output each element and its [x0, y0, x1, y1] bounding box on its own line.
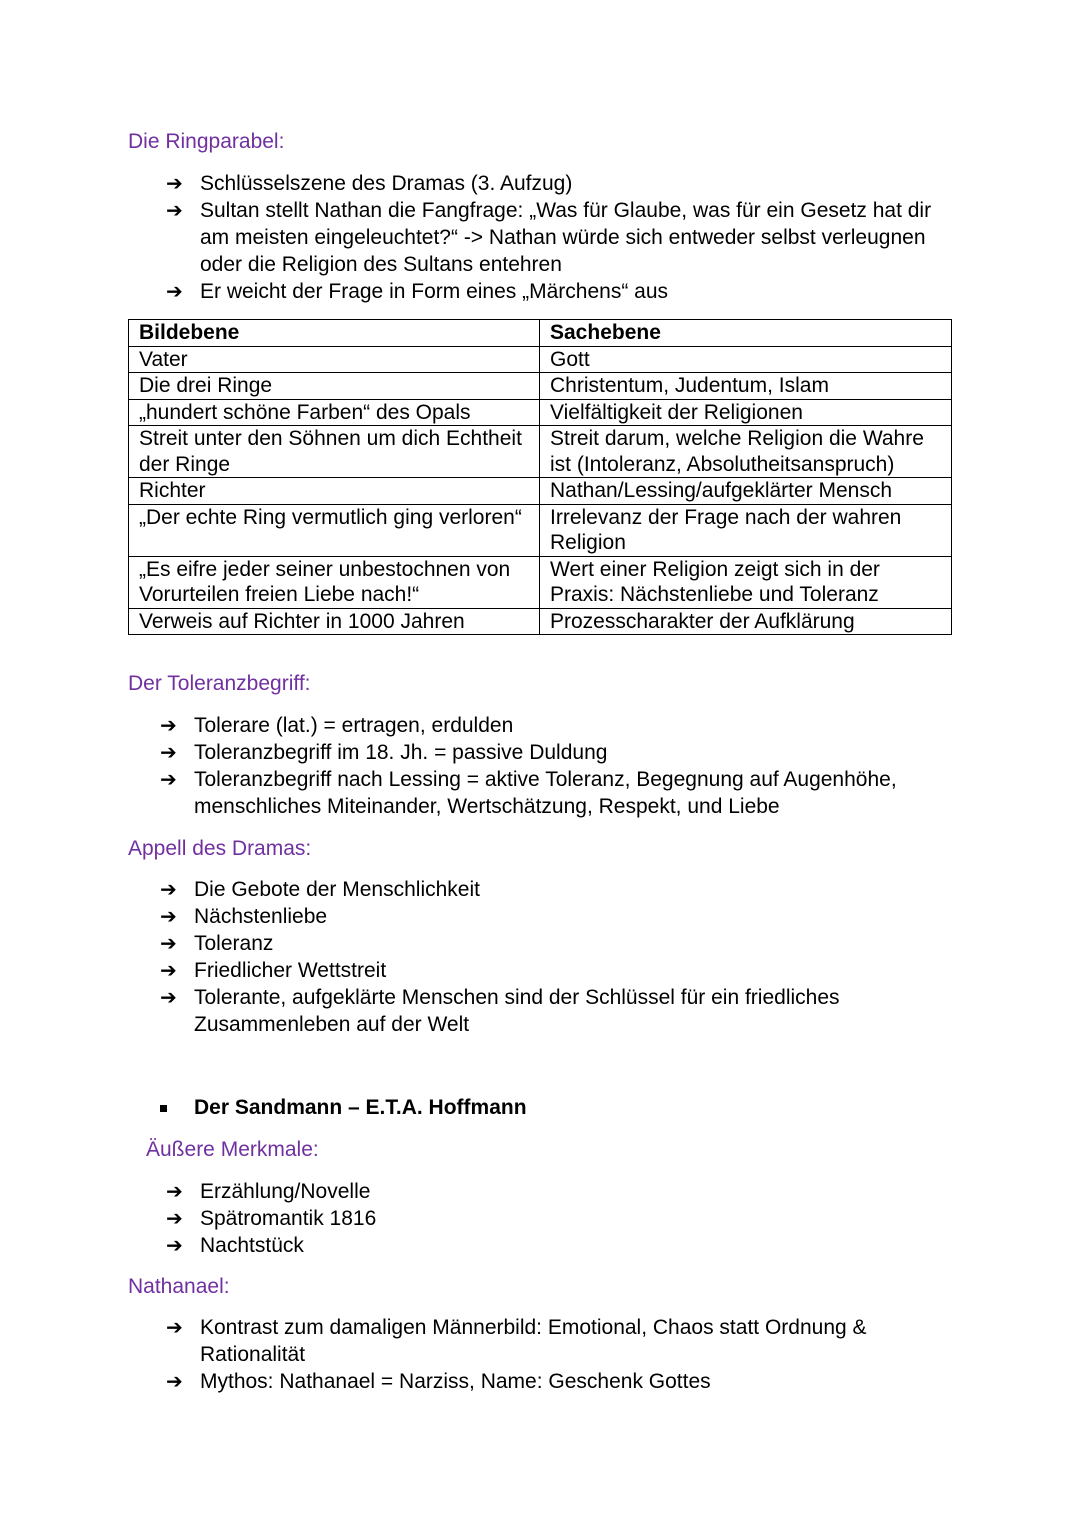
table-header-row — [129, 320, 952, 347]
arrow-right-icon: ➔ — [160, 985, 177, 1009]
heading-toleranzbegriff: Der Toleranzbegriff: — [128, 672, 311, 695]
table-cell: Nathan/Lessing/aufgeklärter Mensch — [540, 478, 952, 505]
column-header-sachebene: Sachebene — [540, 320, 952, 347]
arrow-right-icon: ➔ — [160, 740, 177, 764]
table-row — [129, 399, 952, 426]
square-bullet-icon — [160, 1105, 167, 1112]
arrow-right-icon: ➔ — [160, 713, 177, 737]
arrow-right-icon: ➔ — [166, 279, 183, 303]
arrow-right-icon: ➔ — [166, 1369, 183, 1393]
table-cell: Streit darum, welche Religion die Wahre ist (Intoleranz, Absolutheitsanspruch) — [540, 426, 952, 478]
table-cell: Prozesscharakter der Aufklärung — [540, 608, 952, 635]
table-row — [129, 608, 952, 635]
list-item: ➔ Friedlicher Wettstreit — [160, 958, 387, 982]
table-cell: Verweis auf Richter in 1000 Jahren — [129, 608, 540, 635]
table-row — [129, 478, 952, 505]
table-cell: Irrelevanz der Frage nach der wahren Religion — [540, 504, 952, 556]
list-item: ➔ Mythos: Nathanael = Narziss, Name: Geschenk Gottes — [166, 1369, 711, 1393]
arrow-right-icon: ➔ — [160, 904, 177, 928]
list-item: ➔ Tolerante, aufgeklärte Menschen sind der Schlüssel für ein friedliches Zusammenleben auf der Welt — [160, 985, 840, 1036]
list-item: ➔ Tolerare (lat.) = ertragen, erdulden — [160, 713, 514, 737]
table-cell: „hundert schöne Farben“ des Opals — [129, 399, 540, 426]
table-cell: Die drei Ringe — [129, 373, 540, 400]
list-item: ➔ Er weicht der Frage in Form eines „Märchens“ aus — [166, 279, 668, 303]
table-cell: Richter — [129, 478, 540, 505]
list-item: ➔ Schlüsselszene des Dramas (3. Aufzug) — [166, 171, 573, 195]
table-row — [129, 556, 952, 608]
arrow-right-icon: ➔ — [166, 198, 183, 222]
table-cell: Gott — [540, 346, 952, 373]
list-item: ➔ Toleranz — [160, 931, 274, 955]
list-item: ➔ Kontrast zum damaligen Männerbild: Emotional, Chaos statt Ordnung & Rationalität — [166, 1315, 867, 1366]
list-item: ➔ Erzählung/Novelle — [166, 1179, 371, 1203]
toleranz-list — [160, 712, 940, 820]
list-item: ➔ Nächstenliebe — [160, 904, 328, 928]
merkmale-list — [166, 1178, 866, 1259]
table-cell: Vielfältigkeit der Religionen — [540, 399, 952, 426]
heading-merkmale: Äußere Merkmale: — [146, 1138, 319, 1161]
arrow-right-icon: ➔ — [160, 767, 177, 791]
table-row — [129, 373, 952, 400]
list-item: ➔ Spätromantik 1816 — [166, 1206, 377, 1230]
list-item: ➔ Toleranzbegriff im 18. Jh. = passive Duldung — [160, 740, 608, 764]
table-row — [129, 504, 952, 556]
nathanael-list — [166, 1314, 906, 1395]
heading-appell: Appell des Dramas: — [128, 837, 312, 860]
ringparabel-list — [166, 170, 936, 305]
table-cell: Wert einer Religion zeigt sich in der Praxis: Nächstenliebe und Toleranz — [540, 556, 952, 608]
table-cell: Christentum, Judentum, Islam — [540, 373, 952, 400]
table-row — [129, 426, 952, 478]
table-cell: Streit unter den Söhnen um dich Echtheit der Ringe — [129, 426, 540, 478]
table-cell: Vater — [129, 346, 540, 373]
arrow-right-icon: ➔ — [166, 1315, 183, 1339]
heading-ringparabel: Die Ringparabel: — [128, 130, 285, 153]
arrow-right-icon: ➔ — [166, 171, 183, 195]
bildebene-sachebene-table — [128, 319, 952, 635]
arrow-right-icon: ➔ — [166, 1179, 183, 1203]
table-cell: „Es eifre jeder seiner unbestochnen von Vorurteilen freien Liebe nach!“ — [129, 556, 540, 608]
list-item: ➔ Toleranzbegriff nach Lessing = aktive Toleranz, Begegnung auf Augenhöhe, menschliches Miteinander, Wertschätzung, Respekt, und Liebe — [160, 767, 897, 818]
arrow-right-icon: ➔ — [166, 1206, 183, 1230]
arrow-right-icon: ➔ — [160, 931, 177, 955]
list-item: ➔ Sultan stellt Nathan die Fangfrage: „Was für Glaube, was für ein Gesetz hat dir am meisten eingeleuchtet?“ -> Nathan würde sich entweder selbst verleugnen oder die Religion des Sultans entehren — [166, 198, 932, 276]
arrow-right-icon: ➔ — [160, 958, 177, 982]
column-header-bildebene: Bildebene — [129, 320, 540, 347]
table-row — [129, 346, 952, 373]
appell-list — [160, 876, 880, 1038]
list-item: ➔ Die Gebote der Menschlichkeit — [160, 877, 480, 901]
arrow-right-icon: ➔ — [166, 1233, 183, 1257]
list-item: ➔ Nachtstück — [166, 1233, 304, 1257]
section-title-sandmann: Der Sandmann – E.T.A. Hoffmann — [162, 1094, 527, 1121]
heading-nathanael: Nathanael: — [128, 1275, 230, 1298]
table-cell: „Der echte Ring vermutlich ging verloren“ — [129, 504, 540, 556]
arrow-right-icon: ➔ — [160, 877, 177, 901]
